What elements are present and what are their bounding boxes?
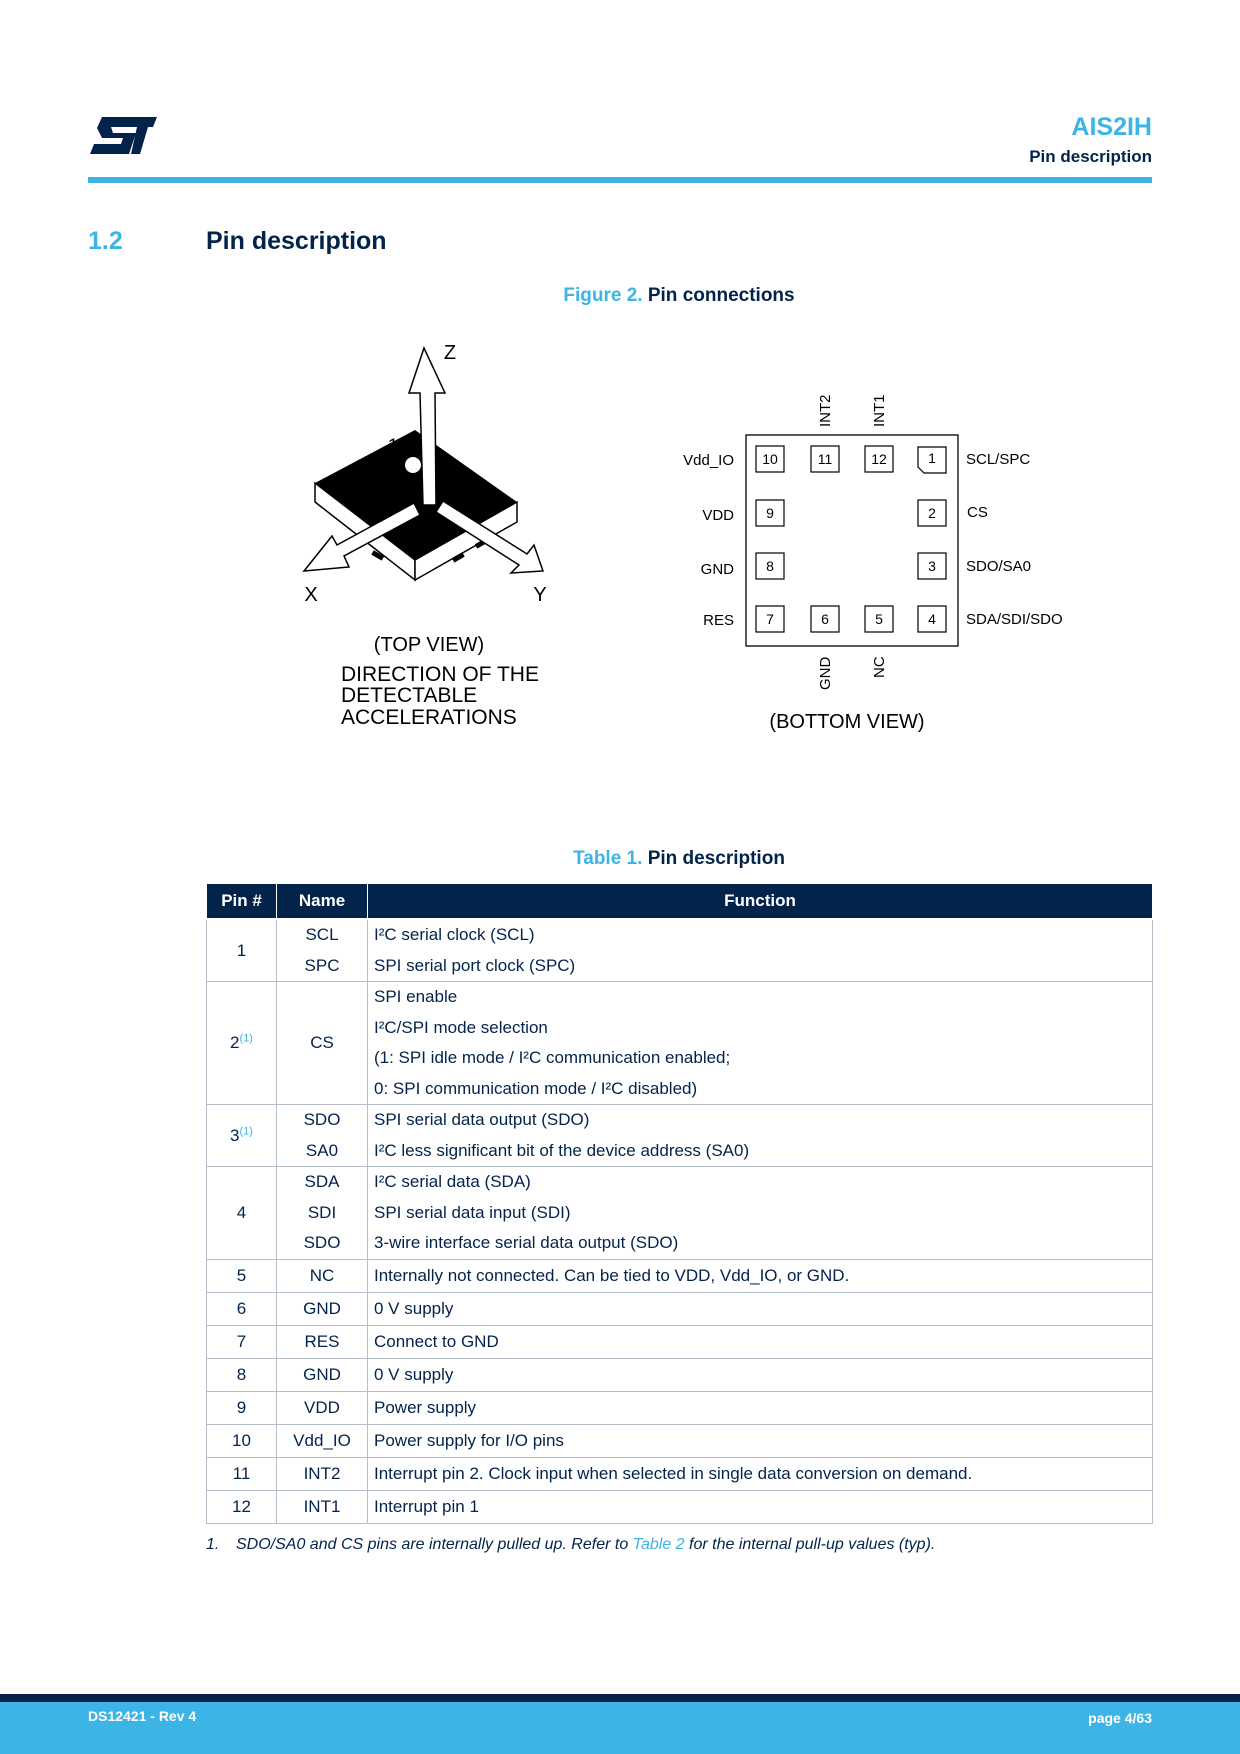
pad-10-number: 10: [762, 451, 778, 467]
function-line: Interrupt pin 1: [374, 1496, 479, 1516]
footer-page-number: page 4/63: [1088, 1710, 1152, 1726]
pin-cell: [207, 1490, 277, 1523]
pin-number: 2: [230, 1033, 240, 1052]
pin-cell: [207, 1292, 277, 1325]
function-cell: [368, 1391, 1153, 1424]
header-product-name: AIS2IH: [1071, 113, 1152, 141]
pin-name: CS: [310, 1032, 334, 1052]
label-right-scl-spc: SCL/SPC: [966, 451, 1031, 468]
axis-z-label: Z: [443, 342, 457, 364]
name-cell: [277, 1325, 368, 1358]
function-cell: [368, 982, 1153, 1105]
function-line: Power supply for I/O pins: [374, 1430, 564, 1450]
table2-link[interactable]: Table 2: [632, 1536, 685, 1553]
footnote-text-after: for the internal pull-up values (typ).: [684, 1536, 936, 1553]
pin-number: 11: [232, 1463, 251, 1483]
table-row: [207, 919, 1153, 982]
footnote-number: 1.: [206, 1536, 220, 1553]
function-line: 0: SPI communication mode / I²C disabled): [374, 1078, 698, 1098]
table-row: [207, 1325, 1153, 1358]
pin-number: 9: [236, 1397, 247, 1417]
table-row: [207, 1457, 1153, 1490]
pin-number: 1: [236, 940, 247, 960]
header-pin: Pin #: [207, 884, 277, 920]
footnote-ref[interactable]: (1): [239, 1124, 253, 1137]
footnote-ref[interactable]: (1): [239, 1032, 253, 1045]
function-line: (1: SPI idle mode / I²C communication enabled;: [374, 1048, 731, 1067]
pin-cell: [207, 1424, 277, 1457]
label-left-gnd: GND: [700, 561, 734, 578]
function-line: SPI serial data output (SDO): [374, 1110, 590, 1129]
direction-line-1: DIRECTION OF THE: [341, 663, 539, 686]
table-caption: [206, 848, 1152, 870]
function-cell: [368, 1490, 1153, 1523]
function-cell: [368, 919, 1153, 982]
pin-cell: [207, 1358, 277, 1391]
direction-line-3: ACCELERATIONS: [341, 706, 517, 729]
pin-number: 7: [236, 1331, 247, 1351]
pin-number: 6: [236, 1298, 247, 1318]
function-line: Connect to GND: [374, 1331, 499, 1351]
table-row: [207, 1167, 1153, 1260]
pin-name: SDO: [303, 1110, 341, 1129]
function-line: I²C/SPI mode selection: [374, 1017, 548, 1037]
table-row: [207, 1105, 1153, 1167]
footer-doc-id: DS12421 - Rev 4: [88, 1708, 197, 1724]
pin-cell: [207, 1457, 277, 1490]
name-cell: [277, 1457, 368, 1490]
pad-5-number: 5: [875, 611, 883, 627]
table-row: [207, 982, 1153, 1105]
table-header-row: [207, 884, 1153, 920]
pin-name: INT1: [303, 1496, 341, 1516]
name-cell: [277, 1490, 368, 1523]
function-line: I²C serial clock (SCL): [374, 925, 535, 944]
header-function: Function: [368, 884, 1153, 920]
pin-cell: [207, 1167, 277, 1260]
function-cell: [368, 1105, 1153, 1167]
pin-description-table: [206, 883, 1153, 1524]
pin-name: GND: [303, 1298, 341, 1318]
label-bottom-gnd: GND: [817, 656, 834, 690]
pad-3-number: 3: [928, 558, 936, 574]
pin-name: INT2: [303, 1463, 341, 1483]
name-cell: [277, 1292, 368, 1325]
section-number: 1.2: [88, 227, 123, 255]
name-cell: [277, 1424, 368, 1457]
pad-2-number: 2: [928, 505, 936, 521]
pin-name: Vdd_IO: [293, 1430, 351, 1450]
figure-title: Pin connections: [647, 285, 795, 306]
footer-dark-stripe: [0, 1694, 1240, 1702]
label-left-vdd: VDD: [702, 507, 734, 524]
pin-number: 8: [236, 1364, 247, 1384]
table-footnote: [206, 1536, 935, 1554]
pin-name: RES: [304, 1331, 340, 1351]
pin1-dot: [405, 457, 421, 473]
pad-4-number: 4: [928, 611, 936, 627]
function-cell: [368, 1457, 1153, 1490]
pin-number: 10: [232, 1430, 251, 1450]
pin-name: NC: [309, 1265, 335, 1285]
pin-cell: [207, 1259, 277, 1292]
pin-number: 3: [230, 1125, 240, 1145]
pin-name: VDD: [304, 1397, 340, 1417]
function-line: SPI enable: [374, 987, 458, 1006]
function-line: 3-wire interface serial data output (SDO): [374, 1233, 679, 1252]
function-cell: [368, 1325, 1153, 1358]
header-name: Name: [277, 884, 368, 920]
pin-name: GND: [303, 1364, 341, 1384]
name-cell: [277, 919, 368, 982]
pin1-marker-label: 1: [387, 436, 399, 457]
table-row: [207, 1391, 1153, 1424]
top-view-label: (TOP VIEW): [373, 634, 485, 656]
function-line: Interrupt pin 2. Clock input when selected in single data conversion on demand.: [374, 1463, 973, 1483]
table-row: [207, 1424, 1153, 1457]
function-line: SPI serial port clock (SPC): [374, 955, 576, 975]
name-cell: [277, 1259, 368, 1292]
function-line: SPI serial data input (SDI): [374, 1202, 571, 1222]
table-row: [207, 1292, 1153, 1325]
pin-cell: [207, 982, 277, 1105]
pin-name: SDI: [307, 1202, 337, 1222]
axis-x-label: X: [304, 584, 318, 606]
axis-y-label: Y: [533, 584, 547, 606]
function-cell: [368, 1424, 1153, 1457]
function-line: I²C serial data (SDA): [374, 1172, 531, 1191]
pad-8-number: 8: [766, 558, 774, 574]
pin-number: 12: [232, 1496, 251, 1516]
name-cell: [277, 1167, 368, 1260]
table-row: [207, 1358, 1153, 1391]
function-line: I²C less significant bit of the device address (SA0): [374, 1140, 750, 1160]
function-cell: [368, 1259, 1153, 1292]
label-left-res: RES: [703, 612, 734, 629]
pin-cell: [207, 919, 277, 982]
label-left-vdd-io: Vdd_IO: [683, 452, 734, 469]
pad-11-number: 11: [817, 451, 833, 467]
table-row: [207, 1490, 1153, 1523]
pin-name: SDO: [303, 1233, 341, 1252]
table-row: [207, 1259, 1153, 1292]
table-title: Pin description: [647, 848, 785, 869]
pad-9-number: 9: [766, 505, 774, 521]
label-right-sda-sdi-sdo: SDA/SDI/SDO: [966, 611, 1063, 628]
pad-12-number: 12: [871, 451, 887, 467]
function-line: 0 V supply: [374, 1298, 454, 1318]
function-line: 0 V supply: [374, 1364, 454, 1384]
header-section-name: Pin description: [1029, 147, 1152, 166]
table-label: Table 1.: [573, 848, 643, 869]
function-cell: [368, 1358, 1153, 1391]
label-top-int1: INT1: [871, 394, 888, 427]
pin-cell: [207, 1391, 277, 1424]
pin-cell: [207, 1325, 277, 1358]
function-line: Internally not connected. Can be tied to VDD, Vdd_IO, or GND.: [374, 1265, 850, 1285]
section-title: Pin description: [206, 227, 387, 255]
label-top-int2: INT2: [817, 394, 834, 427]
pin-number: 4: [236, 1202, 247, 1222]
function-cell: [368, 1292, 1153, 1325]
name-cell: [277, 982, 368, 1105]
pin-connections-diagram: [0, 0, 1240, 760]
function-line: Power supply: [374, 1397, 477, 1417]
label-right-cs: CS: [967, 504, 988, 521]
pad-1-number: 1: [928, 450, 936, 466]
function-cell: [368, 1167, 1153, 1260]
pad-7-number: 7: [766, 611, 774, 627]
pin-number: 5: [236, 1265, 247, 1285]
name-cell: [277, 1105, 368, 1167]
name-cell: [277, 1358, 368, 1391]
pin-name: SCL: [305, 925, 339, 944]
name-cell: [277, 1391, 368, 1424]
pin-name: SDA: [304, 1172, 340, 1191]
pin-cell: [207, 1105, 277, 1167]
label-right-sdo-sa0: SDO/SA0: [966, 558, 1032, 575]
label-bottom-nc: NC: [871, 656, 888, 678]
figure-label: Figure 2.: [563, 285, 643, 306]
pin-name: SPC: [304, 955, 340, 975]
pad-6-number: 6: [821, 611, 829, 627]
direction-line-2: DETECTABLE: [341, 684, 478, 707]
footnote-text-before: SDO/SA0 and CS pins are internally pulled up. Refer to: [236, 1536, 633, 1553]
pin-name: SA0: [305, 1140, 339, 1160]
bottom-view-label: (BOTTOM VIEW): [769, 711, 925, 733]
